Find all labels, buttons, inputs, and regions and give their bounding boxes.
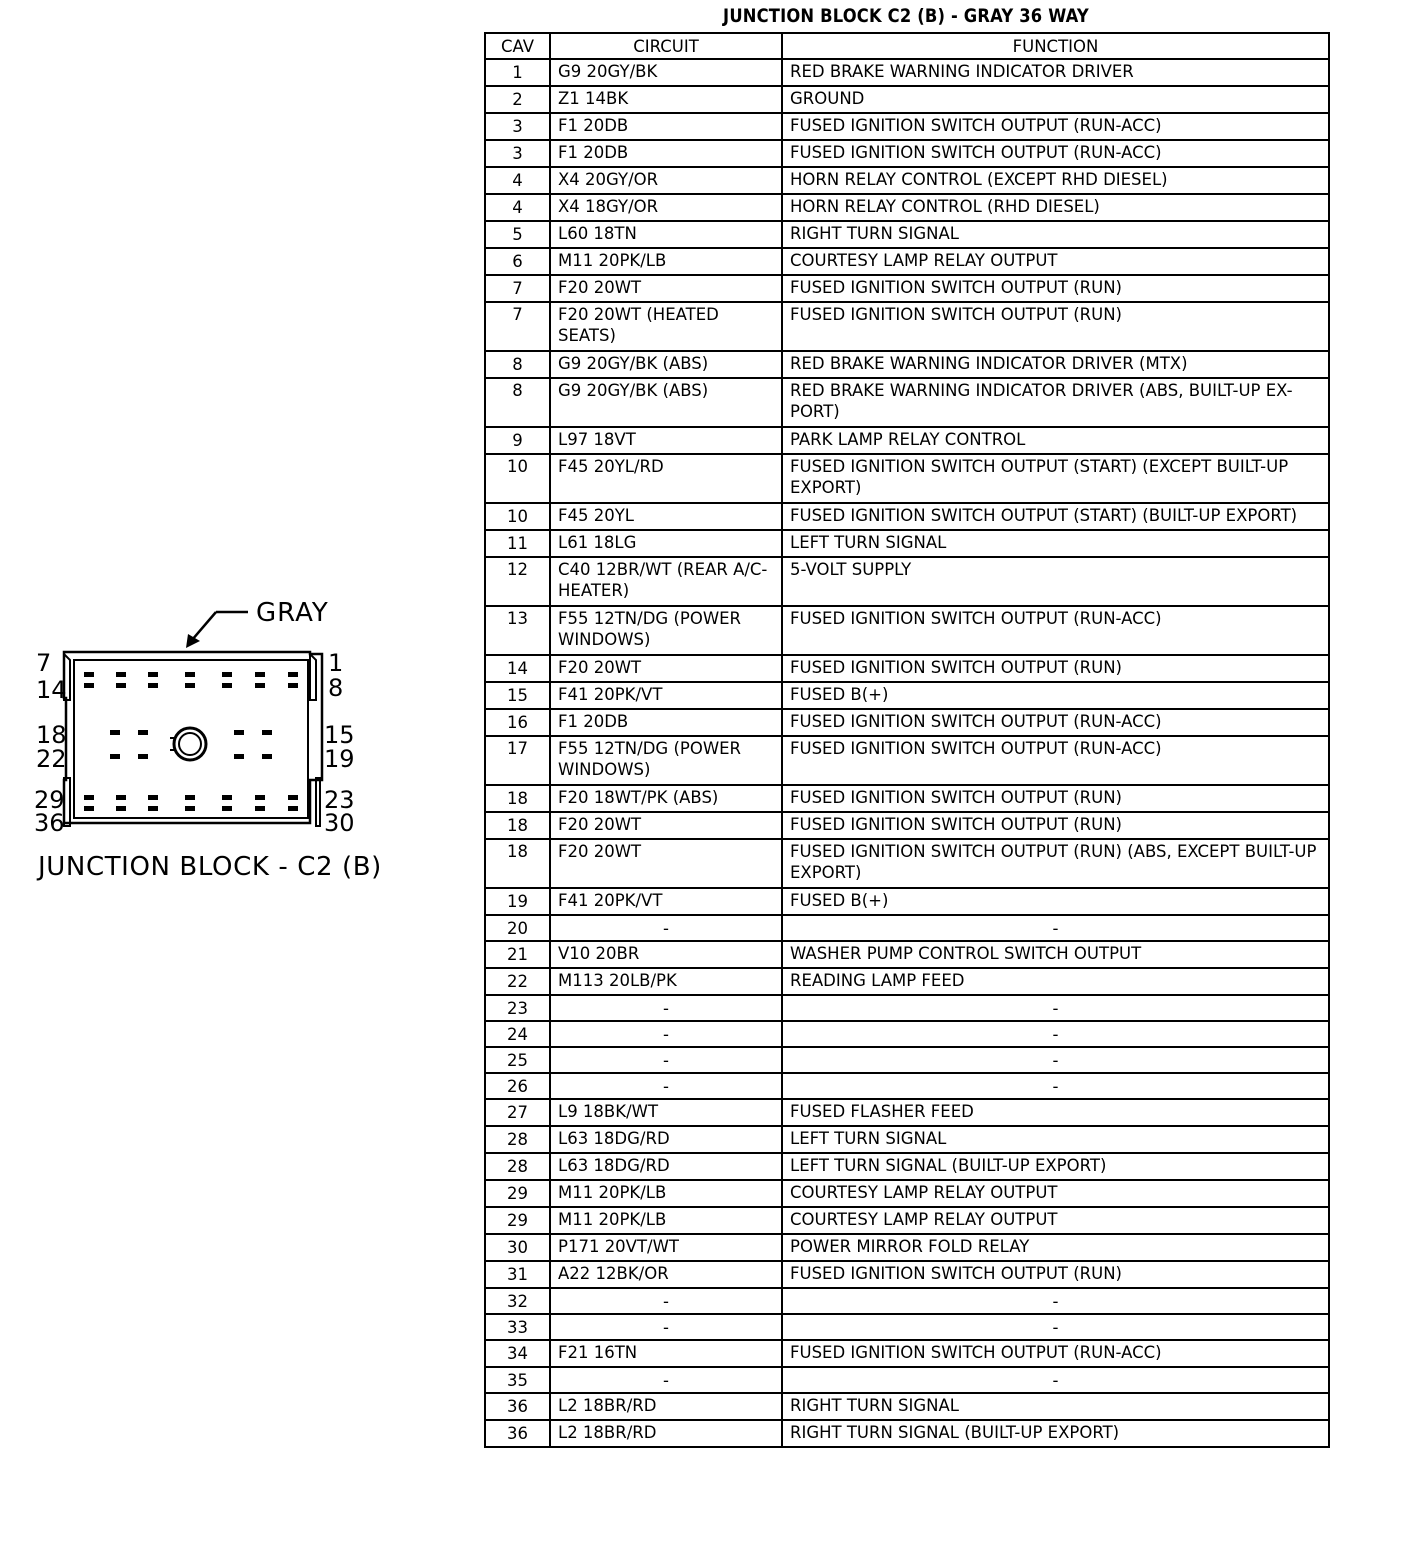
- cell-circuit: A22 12BK/OR: [550, 1261, 782, 1288]
- cell-circuit: F55 12TN/DG (POWER WINDOWS): [550, 606, 782, 655]
- cell-function: LEFT TURN SIGNAL: [782, 1126, 1329, 1153]
- cell-function: FUSED B(+): [782, 682, 1329, 709]
- cell-function: HORN RELAY CONTROL (EXCEPT RHD DIESEL): [782, 167, 1329, 194]
- cell-function: LEFT TURN SIGNAL: [782, 530, 1329, 557]
- cell-function: FUSED IGNITION SWITCH OUTPUT (RUN-ACC): [782, 736, 1329, 785]
- pin-label-14: 14: [36, 676, 67, 704]
- table-row: [485, 1153, 1329, 1180]
- table-row: [485, 427, 1329, 454]
- table-body: [485, 59, 1329, 1447]
- cell-circuit: -: [550, 1073, 782, 1099]
- cell-function: FUSED IGNITION SWITCH OUTPUT (START) (EXCEPT BUILT-UP EXPORT): [782, 454, 1329, 503]
- pin-label-19: 19: [324, 745, 355, 773]
- cell-cav: 7: [485, 275, 550, 302]
- cell-function: HORN RELAY CONTROL (RHD DIESEL): [782, 194, 1329, 221]
- cell-cav: 1: [485, 59, 550, 86]
- table-row: [485, 606, 1329, 655]
- left-lower-latch: [64, 778, 70, 826]
- table-row: [485, 503, 1329, 530]
- cell-function: RIGHT TURN SIGNAL: [782, 1393, 1329, 1420]
- table-row: [485, 1367, 1329, 1393]
- cell-function: -: [782, 1021, 1329, 1047]
- cell-function: -: [782, 1073, 1329, 1099]
- cell-function: FUSED IGNITION SWITCH OUTPUT (RUN) (ABS, EXCEPT BUILT-UP EXPORT): [782, 839, 1329, 888]
- table-row: [485, 1180, 1329, 1207]
- cell-circuit: F1 20DB: [550, 709, 782, 736]
- cell-cav: 8: [485, 351, 550, 378]
- cell-circuit: C40 12BR/WT (REAR A/C-HEATER): [550, 557, 782, 606]
- table-row: [485, 941, 1329, 968]
- table-row: [485, 194, 1329, 221]
- cell-function: -: [782, 1288, 1329, 1314]
- cell-function: GROUND: [782, 86, 1329, 113]
- cell-cav: 12: [485, 557, 550, 606]
- cell-circuit: G9 20GY/BK: [550, 59, 782, 86]
- arrow-head: [186, 634, 200, 648]
- cell-circuit: F20 20WT: [550, 275, 782, 302]
- bottom-pin-row: [84, 795, 298, 811]
- cell-cav: 36: [485, 1420, 550, 1447]
- table-row: [485, 248, 1329, 275]
- cell-circuit: F20 20WT (HEATED SEATS): [550, 302, 782, 351]
- table-row: [485, 59, 1329, 86]
- cell-cav: 18: [485, 785, 550, 812]
- table-row: [485, 1073, 1329, 1099]
- cell-cav: 19: [485, 888, 550, 915]
- cell-circuit: G9 20GY/BK (ABS): [550, 378, 782, 427]
- table-row: [485, 1099, 1329, 1126]
- cell-function: COURTESY LAMP RELAY OUTPUT: [782, 248, 1329, 275]
- cell-function: FUSED IGNITION SWITCH OUTPUT (RUN-ACC): [782, 1340, 1329, 1367]
- table-row: [485, 915, 1329, 941]
- cell-cav: 5: [485, 221, 550, 248]
- table-row: [485, 275, 1329, 302]
- table-row: [485, 968, 1329, 995]
- cell-cav: 25: [485, 1047, 550, 1073]
- table-row: [485, 454, 1329, 503]
- cell-function: -: [782, 1047, 1329, 1073]
- pin-label-29: 29: [34, 786, 65, 814]
- cell-function: -: [782, 1367, 1329, 1393]
- cell-circuit: -: [550, 1021, 782, 1047]
- table-row: [485, 302, 1329, 351]
- cell-circuit: L63 18DG/RD: [550, 1153, 782, 1180]
- table-row: [485, 113, 1329, 140]
- pin-label-15: 15: [324, 721, 355, 749]
- table-row: [485, 378, 1329, 427]
- cell-cav: 36: [485, 1393, 550, 1420]
- cell-function: FUSED IGNITION SWITCH OUTPUT (RUN): [782, 655, 1329, 682]
- cell-circuit: F1 20DB: [550, 113, 782, 140]
- cell-circuit: Z1 14BK: [550, 86, 782, 113]
- connector-diagram: [30, 590, 420, 890]
- pin-label-8: 8: [328, 674, 344, 702]
- top-pin-row: [84, 672, 298, 688]
- cell-circuit: F45 20YL: [550, 503, 782, 530]
- cell-cav: 10: [485, 454, 550, 503]
- cell-function: FUSED IGNITION SWITCH OUTPUT (RUN): [782, 302, 1329, 351]
- cell-cav: 23: [485, 995, 550, 1021]
- table-row: [485, 1340, 1329, 1367]
- cell-cav: 3: [485, 113, 550, 140]
- table-row: [485, 785, 1329, 812]
- table-row: [485, 1314, 1329, 1340]
- cell-circuit: -: [550, 1314, 782, 1340]
- cell-function: RED BRAKE WARNING INDICATOR DRIVER (ABS, BUILT-UP EX-PORT): [782, 378, 1329, 427]
- cell-cav: 4: [485, 167, 550, 194]
- cell-cav: 22: [485, 968, 550, 995]
- cell-cav: 27: [485, 1099, 550, 1126]
- cell-cav: 20: [485, 915, 550, 941]
- cell-cav: 11: [485, 530, 550, 557]
- cell-cav: 3: [485, 140, 550, 167]
- cell-function: FUSED IGNITION SWITCH OUTPUT (START) (BUILT-UP EXPORT): [782, 503, 1329, 530]
- cell-circuit: M11 20PK/LB: [550, 248, 782, 275]
- cell-cav: 4: [485, 194, 550, 221]
- cell-circuit: L60 18TN: [550, 221, 782, 248]
- pin-label-36: 36: [34, 809, 65, 837]
- cell-cav: 24: [485, 1021, 550, 1047]
- table-row: [485, 221, 1329, 248]
- center-bolt: [170, 728, 206, 760]
- cell-cav: 18: [485, 839, 550, 888]
- pin-label-7: 7: [36, 649, 52, 677]
- cell-circuit: M11 20PK/LB: [550, 1207, 782, 1234]
- cell-cav: 31: [485, 1261, 550, 1288]
- cell-circuit: F21 16TN: [550, 1340, 782, 1367]
- cell-function: FUSED IGNITION SWITCH OUTPUT (RUN): [782, 1261, 1329, 1288]
- cell-function: FUSED IGNITION SWITCH OUTPUT (RUN): [782, 785, 1329, 812]
- cell-function: FUSED IGNITION SWITCH OUTPUT (RUN): [782, 812, 1329, 839]
- table-header-row: [485, 33, 1329, 59]
- cell-cav: 30: [485, 1234, 550, 1261]
- cell-circuit: -: [550, 1047, 782, 1073]
- table-row: [485, 351, 1329, 378]
- cell-cav: 13: [485, 606, 550, 655]
- cell-function: RIGHT TURN SIGNAL (BUILT-UP EXPORT): [782, 1420, 1329, 1447]
- cell-cav: 29: [485, 1207, 550, 1234]
- cell-cav: 9: [485, 427, 550, 454]
- cell-circuit: M113 20LB/PK: [550, 968, 782, 995]
- cell-circuit: F20 20WT: [550, 839, 782, 888]
- table-row: [485, 1288, 1329, 1314]
- cell-circuit: L63 18DG/RD: [550, 1126, 782, 1153]
- table-row: [485, 1047, 1329, 1073]
- pin-label-22: 22: [36, 745, 67, 773]
- table-row: [485, 1021, 1329, 1047]
- cell-function: FUSED IGNITION SWITCH OUTPUT (RUN-ACC): [782, 606, 1329, 655]
- cell-function: FUSED IGNITION SWITCH OUTPUT (RUN-ACC): [782, 709, 1329, 736]
- cell-function: RED BRAKE WARNING INDICATOR DRIVER: [782, 59, 1329, 86]
- cell-circuit: F55 12TN/DG (POWER WINDOWS): [550, 736, 782, 785]
- table-row: [485, 140, 1329, 167]
- gray-pointer-arrow: [192, 612, 216, 640]
- cell-function: -: [782, 1314, 1329, 1340]
- cell-cav: 21: [485, 941, 550, 968]
- cell-circuit: F20 18WT/PK (ABS): [550, 785, 782, 812]
- cell-circuit: G9 20GY/BK (ABS): [550, 351, 782, 378]
- cell-circuit: X4 20GY/OR: [550, 167, 782, 194]
- cell-function: FUSED B(+): [782, 888, 1329, 915]
- cell-circuit: F41 20PK/VT: [550, 888, 782, 915]
- connector-color-label: GRAY: [256, 598, 329, 628]
- cell-cav: 35: [485, 1367, 550, 1393]
- header-function: FUNCTION: [782, 33, 1329, 59]
- cell-cav: 8: [485, 378, 550, 427]
- table-row: [485, 557, 1329, 606]
- cell-circuit: F20 20WT: [550, 655, 782, 682]
- cell-function: FUSED IGNITION SWITCH OUTPUT (RUN): [782, 275, 1329, 302]
- pin-label-18: 18: [36, 721, 67, 749]
- table-row: [485, 1393, 1329, 1420]
- cell-cav: 6: [485, 248, 550, 275]
- cell-circuit: -: [550, 915, 782, 941]
- cell-circuit: M11 20PK/LB: [550, 1180, 782, 1207]
- connector-drawing: [30, 590, 420, 890]
- table-row: [485, 995, 1329, 1021]
- cell-circuit: L2 18BR/RD: [550, 1420, 782, 1447]
- cell-cav: 29: [485, 1180, 550, 1207]
- cell-circuit: F1 20DB: [550, 140, 782, 167]
- cell-function: READING LAMP FEED: [782, 968, 1329, 995]
- right-lower-latch: [316, 778, 320, 826]
- cell-function: RED BRAKE WARNING INDICATOR DRIVER (MTX): [782, 351, 1329, 378]
- cell-function: RIGHT TURN SIGNAL: [782, 221, 1329, 248]
- cell-cav: 15: [485, 682, 550, 709]
- pin-label-1: 1: [328, 649, 344, 677]
- pinout-table: [484, 32, 1330, 1448]
- header-cav: CAV: [485, 33, 550, 59]
- table-row: [485, 1234, 1329, 1261]
- table-row: [485, 839, 1329, 888]
- table-row: [485, 1420, 1329, 1447]
- cell-circuit: L2 18BR/RD: [550, 1393, 782, 1420]
- cell-function: PARK LAMP RELAY CONTROL: [782, 427, 1329, 454]
- table-row: [485, 1207, 1329, 1234]
- cell-cav: 14: [485, 655, 550, 682]
- table-row: [485, 1126, 1329, 1153]
- cell-cav: 17: [485, 736, 550, 785]
- cell-cav: 28: [485, 1153, 550, 1180]
- cell-function: -: [782, 915, 1329, 941]
- pin-label-23: 23: [324, 786, 355, 814]
- cell-function: COURTESY LAMP RELAY OUTPUT: [782, 1180, 1329, 1207]
- cell-circuit: L9 18BK/WT: [550, 1099, 782, 1126]
- connector-caption: JUNCTION BLOCK - C2 (B): [38, 852, 382, 882]
- table-row: [485, 682, 1329, 709]
- cell-function: POWER MIRROR FOLD RELAY: [782, 1234, 1329, 1261]
- cell-function: 5-VOLT SUPPLY: [782, 557, 1329, 606]
- cell-cav: 16: [485, 709, 550, 736]
- cell-function: COURTESY LAMP RELAY OUTPUT: [782, 1207, 1329, 1234]
- cell-circuit: F45 20YL/RD: [550, 454, 782, 503]
- cell-cav: 7: [485, 302, 550, 351]
- cell-function: WASHER PUMP CONTROL SWITCH OUTPUT: [782, 941, 1329, 968]
- table-row: [485, 167, 1329, 194]
- cell-cav: 33: [485, 1314, 550, 1340]
- cell-cav: 2: [485, 86, 550, 113]
- cell-circuit: V10 20BR: [550, 941, 782, 968]
- right-upper-latch: [310, 654, 316, 700]
- cell-function: FUSED FLASHER FEED: [782, 1099, 1329, 1126]
- cell-function: -: [782, 995, 1329, 1021]
- cell-circuit: P171 20VT/WT: [550, 1234, 782, 1261]
- table-row: [485, 655, 1329, 682]
- cell-cav: 10: [485, 503, 550, 530]
- cell-circuit: L97 18VT: [550, 427, 782, 454]
- table-row: [485, 812, 1329, 839]
- cell-cav: 34: [485, 1340, 550, 1367]
- header-circuit: CIRCUIT: [550, 33, 782, 59]
- table-row: [485, 530, 1329, 557]
- cell-function: FUSED IGNITION SWITCH OUTPUT (RUN-ACC): [782, 140, 1329, 167]
- cell-circuit: L61 18LG: [550, 530, 782, 557]
- table-title: JUNCTION BLOCK C2 (B) - GRAY 36 WAY: [723, 5, 1089, 27]
- cell-function: LEFT TURN SIGNAL (BUILT-UP EXPORT): [782, 1153, 1329, 1180]
- table-row: [485, 1261, 1329, 1288]
- cell-cav: 18: [485, 812, 550, 839]
- cell-circuit: -: [550, 1367, 782, 1393]
- cell-function: FUSED IGNITION SWITCH OUTPUT (RUN-ACC): [782, 113, 1329, 140]
- table-row: [485, 736, 1329, 785]
- cell-circuit: -: [550, 1288, 782, 1314]
- cell-cav: 28: [485, 1126, 550, 1153]
- table-row: [485, 86, 1329, 113]
- cell-circuit: X4 18GY/OR: [550, 194, 782, 221]
- cell-cav: 26: [485, 1073, 550, 1099]
- pin-label-30: 30: [324, 809, 355, 837]
- cell-circuit: F41 20PK/VT: [550, 682, 782, 709]
- table-row: [485, 888, 1329, 915]
- table-row: [485, 709, 1329, 736]
- cell-circuit: -: [550, 995, 782, 1021]
- cell-cav: 32: [485, 1288, 550, 1314]
- cell-circuit: F20 20WT: [550, 812, 782, 839]
